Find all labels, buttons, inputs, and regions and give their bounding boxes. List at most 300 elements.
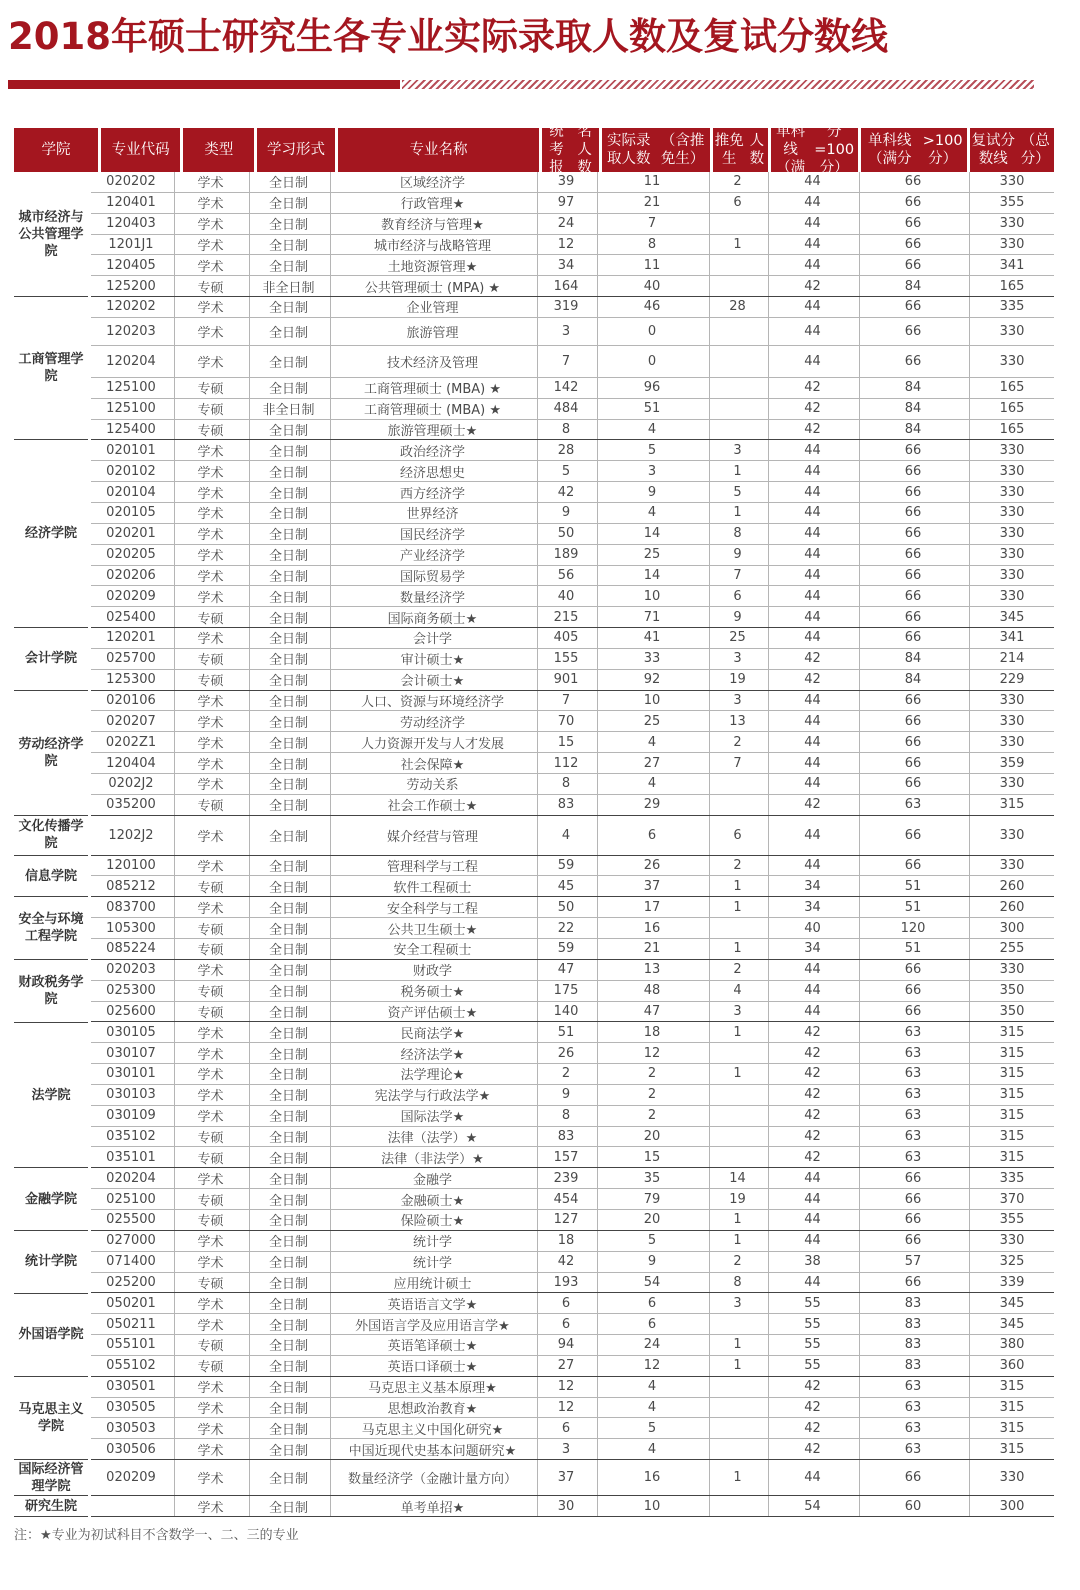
type-cell: 学术 bbox=[174, 318, 246, 345]
recommended-cell bbox=[709, 1377, 765, 1397]
retest-score-line-cell: 330 bbox=[969, 816, 1054, 855]
recommended-cell: 1 bbox=[709, 1335, 765, 1355]
table-row bbox=[91, 753, 1054, 774]
retest-score-line-cell: 315 bbox=[969, 1064, 1054, 1084]
applicants-cell: 83 bbox=[537, 1127, 594, 1147]
study-form-cell: 全日制 bbox=[249, 876, 327, 896]
type-cell: 学术 bbox=[174, 545, 246, 565]
recommended-cell bbox=[709, 378, 765, 398]
admitted-cell: 3 bbox=[597, 461, 706, 481]
table-row bbox=[91, 918, 1054, 939]
study-form-cell: 全日制 bbox=[249, 420, 327, 440]
table-row bbox=[91, 1231, 1054, 1252]
study-form-cell: 全日制 bbox=[249, 440, 327, 460]
type-cell: 学术 bbox=[174, 172, 246, 192]
single-subject-line-100-cell: 44 bbox=[768, 1189, 856, 1209]
admitted-cell: 4 bbox=[597, 1377, 706, 1397]
retest-score-line-cell: 345 bbox=[969, 607, 1054, 627]
single-subject-line-100-cell: 44 bbox=[768, 566, 856, 586]
study-form-cell: 全日制 bbox=[249, 1043, 327, 1063]
single-subject-line-100-cell: 55 bbox=[768, 1314, 856, 1334]
single-subject-line-100-cell: 44 bbox=[768, 856, 856, 876]
header-text: （含推免生） bbox=[660, 133, 705, 167]
single-subject-line-100-cell: 44 bbox=[768, 235, 856, 255]
retest-score-line-cell: 315 bbox=[969, 795, 1054, 815]
applicants-cell: 155 bbox=[537, 649, 594, 669]
major-name-cell: 政治经济学 bbox=[330, 440, 534, 460]
single-subject-line-over-100-cell: 66 bbox=[859, 566, 966, 586]
recommended-cell: 6 bbox=[709, 586, 765, 606]
admitted-cell: 4 bbox=[597, 420, 706, 440]
table-row bbox=[91, 346, 1054, 378]
major-name-cell: 马克思主义基本原理★ bbox=[330, 1377, 534, 1397]
single-subject-line-100-cell: 44 bbox=[768, 482, 856, 502]
applicants-cell: 405 bbox=[537, 628, 594, 648]
applicants-cell: 189 bbox=[537, 545, 594, 565]
retest-score-line-cell: 341 bbox=[969, 255, 1054, 275]
type-cell: 学术 bbox=[174, 774, 246, 794]
admitted-cell: 16 bbox=[597, 918, 706, 938]
retest-score-line-cell: 330 bbox=[969, 346, 1054, 377]
admitted-cell: 24 bbox=[597, 1335, 706, 1355]
retest-score-line-cell: 355 bbox=[969, 193, 1054, 213]
single-subject-line-100-cell: 55 bbox=[768, 1356, 856, 1376]
single-subject-line-over-100-cell: 66 bbox=[859, 1168, 966, 1188]
major-name-cell: 经济思想史 bbox=[330, 461, 534, 481]
single-subject-line-over-100-cell: 83 bbox=[859, 1356, 966, 1376]
single-subject-line-over-100-cell: 63 bbox=[859, 1418, 966, 1438]
major-code-cell: 120403 bbox=[106, 216, 156, 232]
major-name-cell: 经济法学★ bbox=[330, 1043, 534, 1063]
retest-score-line-cell: 330 bbox=[969, 214, 1054, 234]
college-name: 外国语学院 bbox=[14, 1294, 88, 1377]
study-form-cell: 全日制 bbox=[249, 1356, 327, 1376]
retest-score-line-cell: 359 bbox=[969, 753, 1054, 773]
single-subject-line-100-cell: 44 bbox=[768, 1460, 856, 1495]
header-text: 学习形式 bbox=[267, 142, 326, 158]
applicants-cell: 319 bbox=[537, 297, 594, 317]
title-underline-stripes bbox=[402, 80, 1034, 89]
single-subject-line-100-cell: 44 bbox=[768, 255, 856, 275]
study-form-cell: 全日制 bbox=[249, 1314, 327, 1334]
study-form-cell: 全日制 bbox=[249, 1496, 327, 1516]
college-name: 法学院 bbox=[14, 1023, 88, 1169]
retest-score-line-cell: 315 bbox=[969, 1147, 1054, 1167]
applicants-cell: 59 bbox=[537, 856, 594, 876]
study-form-cell: 全日制 bbox=[249, 1398, 327, 1418]
recommended-cell: 3 bbox=[709, 1002, 765, 1022]
major-code-cell: 125100 bbox=[106, 401, 156, 417]
table-row bbox=[91, 214, 1054, 235]
recommended-cell bbox=[709, 420, 765, 440]
single-subject-line-100-cell: 44 bbox=[768, 753, 856, 773]
type-cell: 学术 bbox=[174, 960, 246, 980]
recommended-cell bbox=[709, 795, 765, 815]
major-code-cell: 025400 bbox=[106, 609, 156, 625]
type-cell: 学术 bbox=[174, 586, 246, 606]
single-subject-line-100-cell: 34 bbox=[768, 876, 856, 896]
applicants-cell: 484 bbox=[537, 399, 594, 419]
major-code-cell: 020104 bbox=[106, 484, 156, 500]
applicants-cell: 51 bbox=[537, 1022, 594, 1042]
study-form-cell: 全日制 bbox=[249, 711, 327, 731]
applicants-cell: 30 bbox=[537, 1496, 594, 1516]
recommended-cell: 6 bbox=[709, 193, 765, 213]
major-code-cell: 120202 bbox=[106, 299, 156, 315]
single-subject-line-100-cell: 44 bbox=[768, 214, 856, 234]
table-row bbox=[91, 1252, 1054, 1273]
study-form-cell: 全日制 bbox=[249, 1377, 327, 1397]
table-row bbox=[91, 939, 1054, 960]
admitted-cell: 6 bbox=[597, 816, 706, 855]
single-subject-line-over-100-cell: 66 bbox=[859, 816, 966, 855]
single-subject-line-over-100-cell: 66 bbox=[859, 628, 966, 648]
study-form-cell: 全日制 bbox=[249, 897, 327, 917]
major-code-cell: 025700 bbox=[106, 651, 156, 667]
study-form-cell: 全日制 bbox=[249, 297, 327, 317]
table-row bbox=[91, 524, 1054, 545]
admitted-cell: 4 bbox=[597, 503, 706, 523]
retest-score-line-cell: 165 bbox=[969, 420, 1054, 440]
table-row bbox=[91, 1002, 1054, 1023]
type-cell: 学术 bbox=[174, 566, 246, 586]
table-row bbox=[91, 774, 1054, 795]
retest-score-line-cell: 330 bbox=[969, 586, 1054, 606]
applicants-cell: 9 bbox=[537, 503, 594, 523]
retest-score-line-cell: 330 bbox=[969, 318, 1054, 345]
applicants-cell: 15 bbox=[537, 732, 594, 752]
header-text: （总分） bbox=[1020, 133, 1050, 167]
college-name: 会计学院 bbox=[14, 628, 88, 691]
admitted-cell: 37 bbox=[597, 876, 706, 896]
study-form-cell: 非全日制 bbox=[249, 276, 327, 296]
single-subject-line-100-cell: 44 bbox=[768, 461, 856, 481]
single-subject-line-over-100-cell: 84 bbox=[859, 276, 966, 296]
table-row bbox=[91, 960, 1054, 981]
header-text: 分=100 分） bbox=[814, 124, 855, 176]
major-code-cell: 125400 bbox=[106, 422, 156, 438]
single-subject-line-over-100-cell: 66 bbox=[859, 856, 966, 876]
type-cell: 专硕 bbox=[174, 1189, 246, 1209]
recommended-cell bbox=[709, 1106, 765, 1126]
recommended-cell: 19 bbox=[709, 1189, 765, 1209]
applicants-cell: 70 bbox=[537, 711, 594, 731]
table-row bbox=[91, 566, 1054, 587]
major-code-cell: 050201 bbox=[106, 1295, 156, 1311]
major-code-cell: 120401 bbox=[106, 195, 156, 211]
retest-score-line-cell: 350 bbox=[969, 1002, 1054, 1022]
study-form-cell: 全日制 bbox=[249, 753, 327, 773]
applicants-cell: 22 bbox=[537, 918, 594, 938]
study-form-cell: 全日制 bbox=[249, 607, 327, 627]
retest-score-line-cell: 330 bbox=[969, 545, 1054, 565]
applicants-cell: 37 bbox=[537, 1460, 594, 1495]
type-cell: 学术 bbox=[174, 503, 246, 523]
retest-score-line-cell: 355 bbox=[969, 1210, 1054, 1230]
applicants-cell: 193 bbox=[537, 1273, 594, 1293]
admitted-cell: 21 bbox=[597, 939, 706, 959]
recommended-cell: 3 bbox=[709, 1293, 765, 1313]
college-column bbox=[14, 172, 88, 1517]
study-form-cell: 全日制 bbox=[249, 1210, 327, 1230]
type-cell: 专硕 bbox=[174, 795, 246, 815]
recommended-cell bbox=[709, 276, 765, 296]
table-row bbox=[91, 1189, 1054, 1210]
study-form-cell: 全日制 bbox=[249, 378, 327, 398]
single-subject-line-100-cell: 42 bbox=[768, 795, 856, 815]
study-form-cell: 全日制 bbox=[249, 1147, 327, 1167]
header-cell bbox=[771, 124, 858, 176]
single-subject-line-100-cell: 44 bbox=[768, 1168, 856, 1188]
study-form-cell: 全日制 bbox=[249, 586, 327, 606]
major-code-cell: 0202J2 bbox=[108, 776, 154, 792]
major-code-cell: 027000 bbox=[106, 1233, 156, 1249]
recommended-cell: 1 bbox=[709, 876, 765, 896]
type-cell: 专硕 bbox=[174, 1002, 246, 1022]
single-subject-line-100-cell: 42 bbox=[768, 1147, 856, 1167]
table-row bbox=[91, 711, 1054, 732]
admitted-cell: 9 bbox=[597, 1252, 706, 1272]
study-form-cell: 全日制 bbox=[249, 649, 327, 669]
admitted-cell: 10 bbox=[597, 1496, 706, 1516]
recommended-cell: 1 bbox=[709, 461, 765, 481]
single-subject-line-100-cell: 42 bbox=[768, 276, 856, 296]
major-name-cell: 产业经济学 bbox=[330, 545, 534, 565]
study-form-cell: 全日制 bbox=[249, 1127, 327, 1147]
major-code-cell: 120404 bbox=[106, 755, 156, 771]
page-title: 2018年硕士研究生各专业实际录取人数及复试分数线 bbox=[8, 15, 888, 58]
major-name-cell: 国民经济学 bbox=[330, 524, 534, 544]
single-subject-line-over-100-cell: 84 bbox=[859, 670, 966, 690]
table-row bbox=[91, 816, 1054, 856]
recommended-cell: 3 bbox=[709, 440, 765, 460]
single-subject-line-over-100-cell: 84 bbox=[859, 378, 966, 398]
study-form-cell: 全日制 bbox=[249, 918, 327, 938]
major-code-cell: 025200 bbox=[106, 1274, 156, 1290]
major-name-cell: 审计硕士★ bbox=[330, 649, 534, 669]
major-code-cell: 120204 bbox=[106, 353, 156, 369]
major-name-cell: 行政管理★ bbox=[330, 193, 534, 213]
study-form-cell: 全日制 bbox=[249, 1064, 327, 1084]
recommended-cell: 14 bbox=[709, 1168, 765, 1188]
type-cell: 学术 bbox=[174, 856, 246, 876]
major-code-cell: 120100 bbox=[106, 858, 156, 874]
major-code-cell: 125200 bbox=[106, 278, 156, 294]
single-subject-line-over-100-cell: 83 bbox=[859, 1293, 966, 1313]
retest-score-line-cell: 350 bbox=[969, 981, 1054, 1001]
study-form-cell: 全日制 bbox=[249, 939, 327, 959]
admitted-cell: 10 bbox=[597, 691, 706, 711]
major-code-cell: 020204 bbox=[106, 1170, 156, 1186]
admitted-cell: 25 bbox=[597, 545, 706, 565]
single-subject-line-100-cell: 42 bbox=[768, 399, 856, 419]
applicants-cell: 12 bbox=[537, 1377, 594, 1397]
applicants-cell: 142 bbox=[537, 378, 594, 398]
type-cell: 学术 bbox=[174, 1314, 246, 1334]
single-subject-line-over-100-cell: 66 bbox=[859, 960, 966, 980]
major-code-cell: 105300 bbox=[106, 920, 156, 936]
retest-score-line-cell: 330 bbox=[969, 503, 1054, 523]
major-code-cell: 025500 bbox=[106, 1212, 156, 1228]
applicants-cell: 112 bbox=[537, 753, 594, 773]
table-row bbox=[91, 1398, 1054, 1419]
single-subject-line-over-100-cell: 66 bbox=[859, 1231, 966, 1251]
major-code-cell: 030503 bbox=[106, 1420, 156, 1436]
admitted-cell: 20 bbox=[597, 1210, 706, 1230]
major-name-cell: 中国近现代史基本问题研究★ bbox=[330, 1439, 534, 1459]
single-subject-line-100-cell: 42 bbox=[768, 420, 856, 440]
admitted-cell: 20 bbox=[597, 1127, 706, 1147]
table-row bbox=[91, 1022, 1054, 1043]
major-code-cell: 020209 bbox=[106, 1470, 156, 1486]
single-subject-line-100-cell: 42 bbox=[768, 1418, 856, 1438]
study-form-cell: 全日制 bbox=[249, 1002, 327, 1022]
single-subject-line-100-cell: 42 bbox=[768, 670, 856, 690]
single-subject-line-over-100-cell: 63 bbox=[859, 1106, 966, 1126]
college-name: 安全与环境工程学院 bbox=[14, 897, 88, 960]
major-name-cell: 工商管理硕士 (MBA) ★ bbox=[330, 399, 534, 419]
header-cell bbox=[183, 128, 254, 172]
single-subject-line-over-100-cell: 51 bbox=[859, 876, 966, 896]
admitted-cell: 4 bbox=[597, 1398, 706, 1418]
major-name-cell: 统计学 bbox=[330, 1252, 534, 1272]
admitted-cell: 12 bbox=[597, 1043, 706, 1063]
retest-score-line-cell: 330 bbox=[969, 856, 1054, 876]
major-name-cell: 工商管理硕士 (MBA) ★ bbox=[330, 378, 534, 398]
table-row bbox=[91, 1335, 1054, 1356]
table-row bbox=[91, 1439, 1054, 1460]
admitted-cell: 5 bbox=[597, 440, 706, 460]
major-name-cell: 土地资源管理★ bbox=[330, 255, 534, 275]
major-code-cell: 020206 bbox=[106, 567, 156, 583]
admitted-cell: 0 bbox=[597, 346, 706, 377]
admitted-cell: 6 bbox=[597, 1293, 706, 1313]
table-row bbox=[91, 691, 1054, 712]
type-cell: 专硕 bbox=[174, 399, 246, 419]
major-name-cell: 应用统计硕士 bbox=[330, 1273, 534, 1293]
recommended-cell bbox=[709, 1043, 765, 1063]
header-text: 专业名称 bbox=[409, 142, 468, 158]
study-form-cell: 全日制 bbox=[249, 1022, 327, 1042]
single-subject-line-over-100-cell: 63 bbox=[859, 1022, 966, 1042]
type-cell: 学术 bbox=[174, 711, 246, 731]
type-cell: 专硕 bbox=[174, 276, 246, 296]
major-code-cell: 025300 bbox=[106, 983, 156, 999]
retest-score-line-cell: 260 bbox=[969, 897, 1054, 917]
recommended-cell: 28 bbox=[709, 297, 765, 317]
admitted-cell: 7 bbox=[597, 214, 706, 234]
header-text: 类型 bbox=[204, 142, 234, 158]
single-subject-line-over-100-cell: 83 bbox=[859, 1335, 966, 1355]
single-subject-line-100-cell: 42 bbox=[768, 649, 856, 669]
recommended-cell: 9 bbox=[709, 607, 765, 627]
major-name-cell: 西方经济学 bbox=[330, 482, 534, 502]
major-code-cell: 030105 bbox=[106, 1024, 156, 1040]
recommended-cell bbox=[709, 214, 765, 234]
retest-score-line-cell: 330 bbox=[969, 440, 1054, 460]
header-text: 名人数 bbox=[577, 124, 592, 176]
retest-score-line-cell: 315 bbox=[969, 1106, 1054, 1126]
single-subject-line-over-100-cell: 120 bbox=[859, 918, 966, 938]
recommended-cell bbox=[709, 346, 765, 377]
major-code-cell: 020205 bbox=[106, 547, 156, 563]
applicants-cell: 454 bbox=[537, 1189, 594, 1209]
single-subject-line-over-100-cell: 66 bbox=[859, 461, 966, 481]
table-row bbox=[91, 545, 1054, 566]
table-row bbox=[91, 193, 1054, 214]
retest-score-line-cell: 330 bbox=[969, 774, 1054, 794]
table-row bbox=[91, 1168, 1054, 1189]
applicants-cell: 157 bbox=[537, 1147, 594, 1167]
type-cell: 专硕 bbox=[174, 607, 246, 627]
study-form-cell: 全日制 bbox=[249, 461, 327, 481]
major-code-cell: 020101 bbox=[106, 442, 156, 458]
single-subject-line-100-cell: 42 bbox=[768, 1106, 856, 1126]
study-form-cell: 全日制 bbox=[249, 545, 327, 565]
major-name-cell: 媒介经营与管理 bbox=[330, 816, 534, 855]
admitted-cell: 48 bbox=[597, 981, 706, 1001]
single-subject-line-over-100-cell: 63 bbox=[859, 1043, 966, 1063]
major-code-cell: 030107 bbox=[106, 1045, 156, 1061]
major-code-cell: 030103 bbox=[106, 1087, 156, 1103]
study-form-cell: 全日制 bbox=[249, 1273, 327, 1293]
recommended-cell bbox=[709, 1147, 765, 1167]
admitted-cell: 12 bbox=[597, 1356, 706, 1376]
major-code-cell: 120203 bbox=[106, 323, 156, 339]
major-name-cell: 社会保障★ bbox=[330, 753, 534, 773]
single-subject-line-over-100-cell: 66 bbox=[859, 711, 966, 731]
major-code-cell: 071400 bbox=[106, 1254, 156, 1270]
single-subject-line-over-100-cell: 63 bbox=[859, 795, 966, 815]
type-cell: 学术 bbox=[174, 1168, 246, 1188]
study-form-cell: 全日制 bbox=[249, 856, 327, 876]
recommended-cell bbox=[709, 1127, 765, 1147]
single-subject-line-100-cell: 55 bbox=[768, 1335, 856, 1355]
applicants-cell: 8 bbox=[537, 774, 594, 794]
retest-score-line-cell: 229 bbox=[969, 670, 1054, 690]
type-cell: 学术 bbox=[174, 628, 246, 648]
table-header bbox=[14, 124, 1054, 176]
major-name-cell: 旅游管理 bbox=[330, 318, 534, 345]
admitted-cell: 13 bbox=[597, 960, 706, 980]
major-name-cell: 社会工作硕士★ bbox=[330, 795, 534, 815]
header-text: 实际录取人数 bbox=[606, 133, 651, 167]
recommended-cell: 1 bbox=[709, 503, 765, 523]
admitted-cell: 2 bbox=[597, 1106, 706, 1126]
applicants-cell: 6 bbox=[537, 1418, 594, 1438]
study-form-cell: 全日制 bbox=[249, 346, 327, 377]
table-row bbox=[91, 1377, 1054, 1398]
single-subject-line-over-100-cell: 84 bbox=[859, 399, 966, 419]
single-subject-line-over-100-cell: 51 bbox=[859, 897, 966, 917]
single-subject-line-over-100-cell: 66 bbox=[859, 318, 966, 345]
major-name-cell: 安全科学与工程 bbox=[330, 897, 534, 917]
single-subject-line-100-cell: 44 bbox=[768, 607, 856, 627]
single-subject-line-100-cell: 42 bbox=[768, 1043, 856, 1063]
table-row bbox=[91, 649, 1054, 670]
type-cell: 专硕 bbox=[174, 918, 246, 938]
applicants-cell: 24 bbox=[537, 214, 594, 234]
type-cell: 学术 bbox=[174, 1398, 246, 1418]
applicants-cell: 6 bbox=[537, 1293, 594, 1313]
single-subject-line-100-cell: 44 bbox=[768, 193, 856, 213]
recommended-cell bbox=[709, 918, 765, 938]
major-name-cell: 会计硕士★ bbox=[330, 670, 534, 690]
college-name: 信息学院 bbox=[14, 856, 88, 898]
retest-score-line-cell: 330 bbox=[969, 960, 1054, 980]
recommended-cell: 9 bbox=[709, 545, 765, 565]
applicants-cell: 83 bbox=[537, 795, 594, 815]
